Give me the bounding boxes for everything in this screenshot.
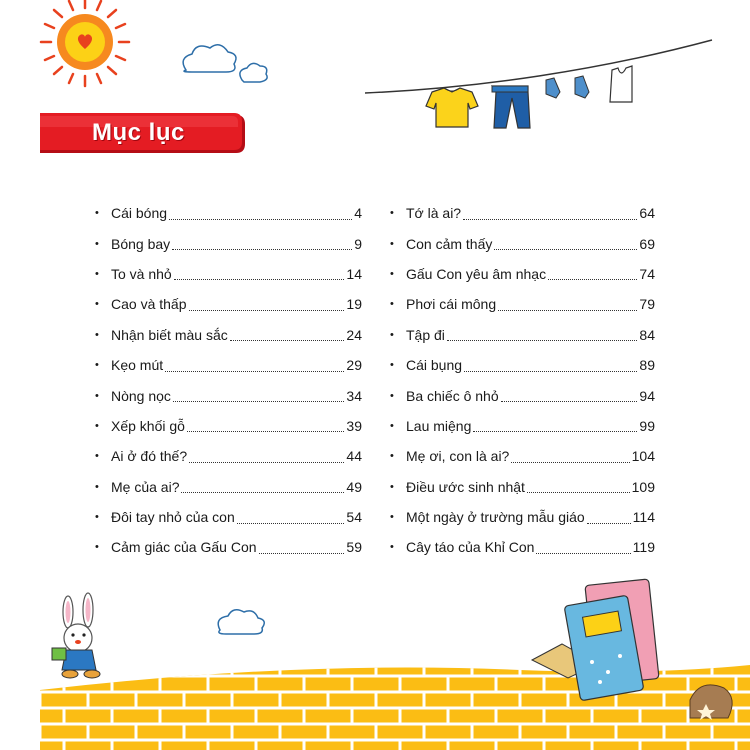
toc-page-number: 64	[639, 205, 655, 222]
page-title: Mục lục	[92, 119, 185, 146]
toc-page-number: 104	[631, 448, 655, 465]
toc-entry-title: Cảm giác của Gấu Con	[111, 539, 257, 556]
toc-entry-title: Đôi tay nhỏ của con	[111, 509, 235, 526]
bullet-icon: •	[95, 237, 99, 250]
toc-entry-title: Mẹ của ai?	[111, 478, 180, 495]
toc-entry-title: Tớ là ai?	[406, 205, 462, 222]
bullet-icon: •	[390, 511, 394, 524]
toc-entry-title: Cái bụng	[406, 357, 463, 374]
bullet-icon: •	[95, 419, 99, 432]
toc-entry-title: Tập đi	[406, 326, 445, 343]
toc-page-number: 119	[632, 539, 655, 556]
bullet-icon: •	[95, 511, 99, 524]
bullet-icon: •	[95, 267, 99, 280]
toc-page-number: 24	[346, 326, 362, 343]
bullet-icon: •	[390, 207, 394, 220]
toc-entry-title: Con cảm thấy	[406, 235, 493, 252]
bullet-icon: •	[95, 450, 99, 463]
bullet-icon: •	[390, 359, 394, 372]
toc-page-number: 94	[639, 387, 655, 404]
bullet-icon: •	[95, 389, 99, 402]
toc-entry-title: Xếp khối gỗ	[111, 417, 185, 434]
bullet-icon: •	[390, 389, 394, 402]
bullet-icon: •	[95, 541, 99, 554]
toc-page-number: 39	[346, 417, 362, 434]
toc-entry-title: Ba chiếc ô nhỏ	[406, 387, 499, 404]
bear-ear-icon	[690, 685, 732, 720]
toc-entry-title: Cái bóng	[111, 205, 168, 222]
toc-entry-title: Điều ước sinh nhật	[406, 478, 525, 495]
toc-page-number: 114	[632, 509, 655, 526]
toc-entry-title: Ai ở đó thế?	[111, 448, 188, 465]
bullet-icon: •	[390, 267, 394, 280]
toc-entry-title: Bóng bay	[111, 235, 171, 252]
bullet-icon: •	[95, 207, 99, 220]
toc-page-number: 84	[639, 326, 655, 343]
bullet-icon: •	[95, 328, 99, 341]
toc-entry-title: Cây táo của Khỉ Con	[406, 539, 535, 556]
toc-entry-title: Kẹo mút	[111, 357, 164, 374]
toc-page-number: 54	[346, 509, 362, 526]
bunny-illustration	[52, 593, 100, 678]
bullet-icon: •	[95, 298, 99, 311]
toc-page-number: 89	[639, 357, 655, 374]
toc-entry-title: To và nhỏ	[111, 265, 172, 282]
toc-page-number: 74	[639, 265, 655, 282]
toc-entry-title: Nòng nọc	[111, 387, 171, 404]
toc-page-number: 44	[346, 448, 362, 465]
toc-page-number: 109	[631, 478, 655, 495]
bullet-icon: •	[95, 480, 99, 493]
toc-page-number: 69	[639, 235, 655, 252]
toc-entry-title: Phơi cái mông	[406, 296, 497, 313]
toc-entry-title: Lau miệng	[406, 417, 472, 434]
bullet-icon: •	[390, 480, 394, 493]
toc-entry-title: Gấu Con yêu âm nhạc	[406, 265, 547, 282]
toc-page-number: 59	[346, 539, 362, 556]
toc-page-number: 99	[639, 417, 655, 434]
bullet-icon: •	[390, 237, 394, 250]
toc-entry-title: Một ngày ở trường mẫu giáo	[406, 509, 585, 526]
toc-page-number: 34	[346, 387, 362, 404]
toc-page-number: 4	[354, 205, 362, 222]
toc-page-number: 49	[346, 478, 362, 495]
bullet-icon: •	[390, 298, 394, 311]
toc-page-number: 79	[639, 296, 655, 313]
toc-entry-title: Cao và thấp	[111, 296, 187, 313]
toc-page-number: 19	[346, 296, 362, 313]
toc-entry-title: Nhận biết màu sắc	[111, 326, 228, 343]
bullet-icon: •	[390, 328, 394, 341]
bullet-icon: •	[390, 450, 394, 463]
bullet-icon: •	[390, 419, 394, 432]
toc-page-number: 14	[346, 265, 362, 282]
toc-page-number: 9	[354, 235, 362, 252]
bullet-icon: •	[95, 359, 99, 372]
toc-entry-title: Mẹ ơi, con là ai?	[406, 448, 510, 465]
bullet-icon: •	[390, 541, 394, 554]
toc-page-number: 29	[346, 357, 362, 374]
